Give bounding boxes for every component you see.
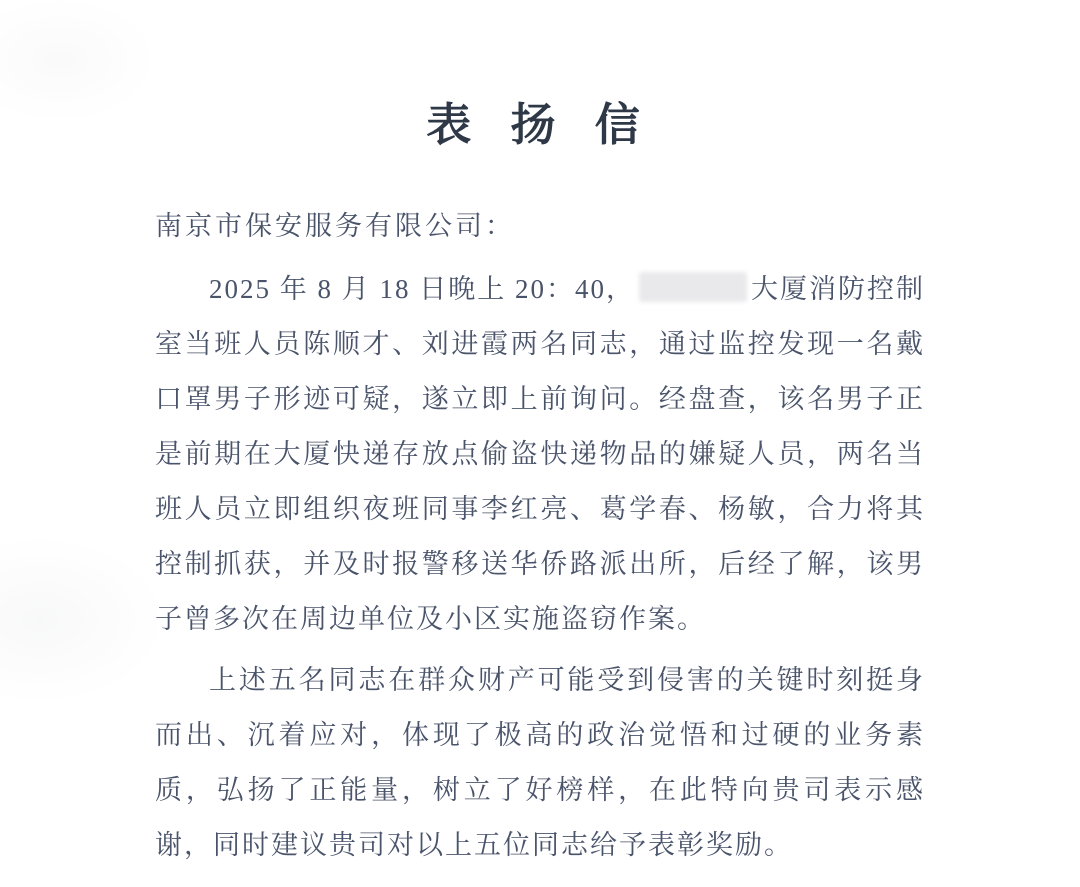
letter-body (155, 199, 925, 873)
paragraph-1-after-redaction: 大厦消防控制室当班人员陈顺才、刘进霞两名同志，通过监控发现一名戴口罩男子形迹可疑，遂立即上前询问。经盘查，该名男子正是前期在大厦快递存放点偷盗快递物品的嫌疑人员，两名当班人员立即组织夜班同事李红亮、葛学春、杨敏，合力将其控制抓获，并及时报警移送华侨路派出所，后经了解，该男子曾多次在周边单位及小区实施盗窃作案。 (155, 274, 925, 634)
redacted-building-name (639, 272, 747, 302)
paragraph-1-before-redaction: 2025 年 8 月 18 日晚上 20：40， (209, 274, 635, 304)
letter-title: 表 扬 信 (426, 100, 654, 150)
letter-salutation: 南京市保安服务有限公司： (155, 211, 515, 241)
letter-paragraph-1 (155, 262, 925, 647)
letter-paragraph-2: 上述五名同志在群众财产可能受到侵害的关键时刻挺身而出、沉着应对，体现了极高的政治觉悟和过硬的业务素质，弘扬了正能量，树立了好榜样，在此特向贵司表示感谢，同时建议贵司对以上五位同志给予表彰奖励。 (155, 665, 925, 860)
